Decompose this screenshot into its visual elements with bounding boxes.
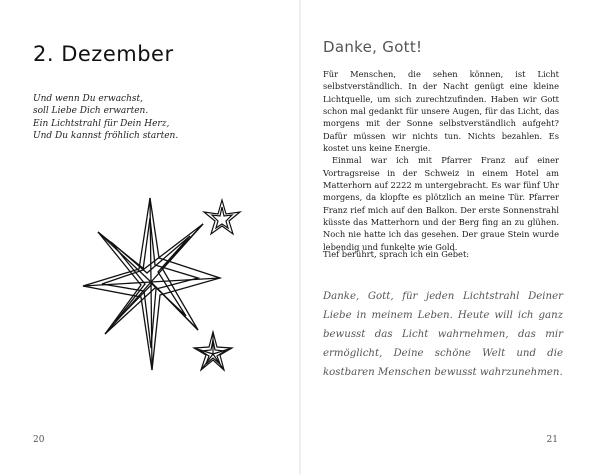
- left-page: [0, 0, 299, 475]
- chapter-title: 2. Dezember: [33, 42, 174, 66]
- section-heading: Danke, Gott!: [323, 38, 423, 56]
- paragraph: Für Menschen, die sehen können, ist Licht selbstverständlich. In der Nacht genügt eine kleine Lichtquelle, um sich zurechtzufinden. Haben wir Gott schon mal gedankt für unsere Augen, für das Licht, das morgens mit der Sonne selbstverständlich aufgeht? Dafür müssen wir nichts tun. Nichts bezahlen. Es kostet uns keine Energie.: [323, 69, 559, 154]
- poem: [33, 93, 283, 143]
- page-number: 20: [33, 435, 45, 445]
- stars-icon: [80, 190, 260, 385]
- poem-line: Ein Lichtstrahl für Dein Herz,: [33, 118, 170, 129]
- poem-line: soll Liebe Dich erwarten.: [33, 106, 149, 117]
- small-star-icon: [194, 332, 232, 370]
- prayer-text: Danke, Gott, für jeden Lichtstrahl Deiner Liebe in meinem Leben. Heute will ich ganz bewusst das Licht wahrnehmen, das mir ermöglicht, Deine schöne Welt und die kostbaren Menschen bewusst wahrzunehmen.: [323, 291, 563, 378]
- prayer-lead-in: Tief berührt, sprach ich ein Gebet:: [323, 249, 470, 259]
- right-page: [301, 0, 600, 475]
- small-star-icon: [204, 200, 240, 234]
- page-number: 21: [546, 435, 558, 445]
- poem-line: Und Du kannst fröhlich starten.: [33, 131, 179, 142]
- large-star-icon: [83, 198, 220, 370]
- poem-line: Und wenn Du erwachst,: [33, 94, 143, 104]
- paragraph: Einmal war ich mit Pfarrer Franz auf einer Vortragsreise in der Schweiz in einem Hotel am Matterhorn auf 2222 m untergebracht. Es war fünf Uhr morgens, da klopfte es plötzlich an meine Tür. Pfarrer Franz rief mich auf den Balkon. Der erste Sonnenstrahl küsste das Matterhorn und der Berg fing an zu glühen. Noch nie hatte ich das gesehen. Der graue Stein wurde lebendig und funkelte wie Gold.: [323, 155, 559, 252]
- body-text: [323, 68, 559, 253]
